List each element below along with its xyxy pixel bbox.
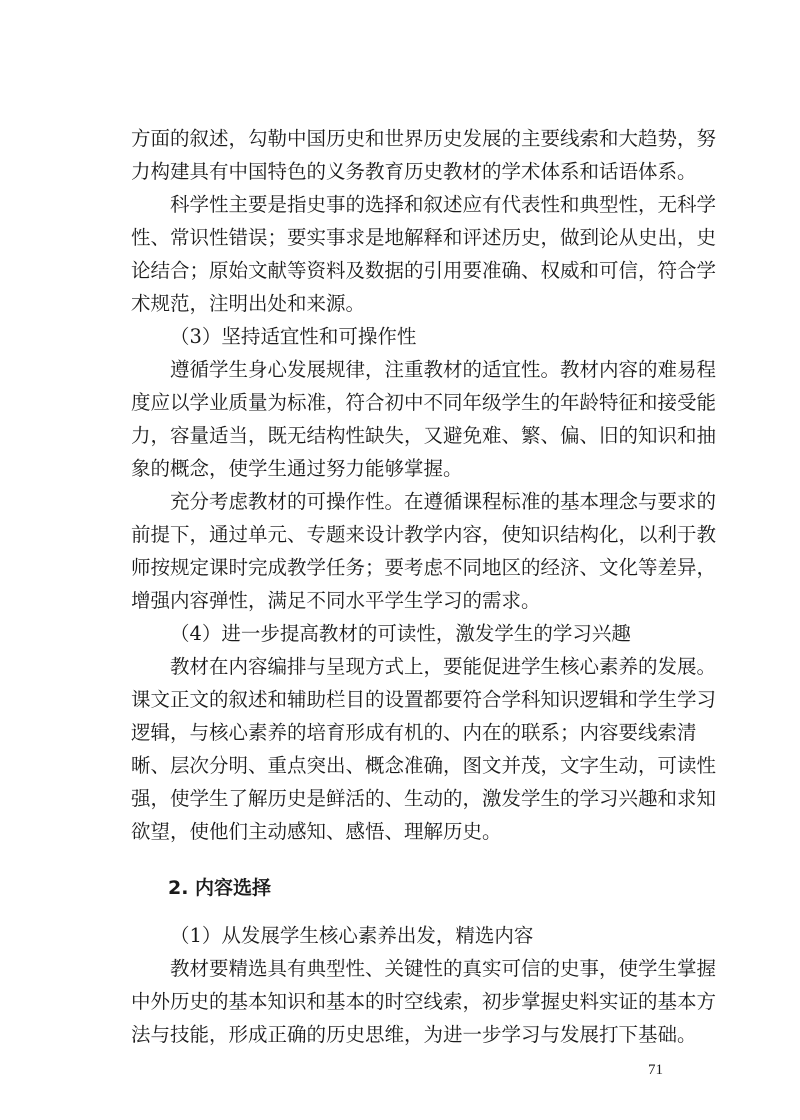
paragraph-line: 增强内容弹性，满足不同水平学生学习的需求。 (131, 589, 541, 612)
paragraph-line: 论结合；原始文献等资料及数据的引用要准确、权威和可信，符合学 (131, 259, 717, 282)
page-number: 71 (648, 1062, 663, 1078)
paragraph-line: 师按规定课时完成教学任务；要考虑不同地区的经济、文化等差异， (131, 556, 717, 579)
paragraph-line: 力构建具有中国特色的义务教育历史教材的学术体系和话语体系。 (131, 160, 697, 183)
paragraph-line: 术规范，注明出处和来源。 (131, 292, 366, 315)
paragraph-line: 前提下，通过单元、专题来设计教学内容，使知识结构化，以利于教 (131, 523, 717, 546)
paragraph-line: 法与技能，形成正确的历史思维，为进一步学习与发展打下基础。 (131, 1023, 697, 1046)
paragraph-line: 课文正文的叙述和辅助栏目的设置都要符合学科知识逻辑和学生学习 (131, 688, 717, 711)
paragraph-line: 晰、层次分明、重点突出、概念准确，图文并茂，文字生动，可读性 (131, 754, 717, 777)
paragraph-line: 教材在内容编排与呈现方式上，要能促进学生核心素养的发展。 (170, 655, 717, 678)
section-heading: 2. 内容选择 (168, 877, 272, 899)
paragraph-line: 逻辑，与核心素养的培育形成有机的、内在的联系；内容要线索清 (131, 721, 697, 744)
paragraph-line: 力，容量适当，既无结构性缺失，又避免难、繁、偏、旧的知识和抽 (131, 424, 717, 447)
paragraph-line: 充分考虑教材的可操作性。在遵循课程标准的基本理念与要求的 (170, 490, 717, 513)
paragraph-line: 度应以学业质量为标准，符合初中不同年级学生的年龄特征和接受能 (131, 391, 717, 414)
subheading-line: （3）坚持适宜性和可操作性 (170, 325, 417, 348)
paragraph-line: 教材要精选具有典型性、关键性的真实可信的史事，使学生掌握 (170, 957, 717, 980)
subheading-line: （1）从发展学生核心素养出发，精选内容 (170, 924, 534, 947)
paragraph-line: 强，使学生了解历史是鲜活的、生动的，激发学生的学习兴趣和求知 (131, 787, 717, 810)
subheading-line: （4）进一步提高教材的可读性，激发学生的学习兴趣 (170, 622, 631, 645)
paragraph-line: 遵循学生身心发展规律，注重教材的适宜性。教材内容的难易程 (170, 358, 717, 381)
paragraph-line: 象的概念，使学生通过努力能够掌握。 (131, 457, 463, 480)
paragraph-line: 欲望，使他们主动感知、感悟、理解历史。 (131, 820, 502, 843)
paragraph-line: 科学性主要是指史事的选择和叙述应有代表性和典型性，无科学 (170, 193, 717, 216)
paragraph-line: 性、常识性错误；要实事求是地解释和评述历史，做到论从史出，史 (131, 226, 717, 249)
paragraph-line: 中外历史的基本知识和基本的时空线索，初步掌握史料实证的基本方 (131, 990, 717, 1013)
paragraph-line: 方面的叙述，勾勒中国历史和世界历史发展的主要线索和大趋势，努 (131, 127, 717, 150)
